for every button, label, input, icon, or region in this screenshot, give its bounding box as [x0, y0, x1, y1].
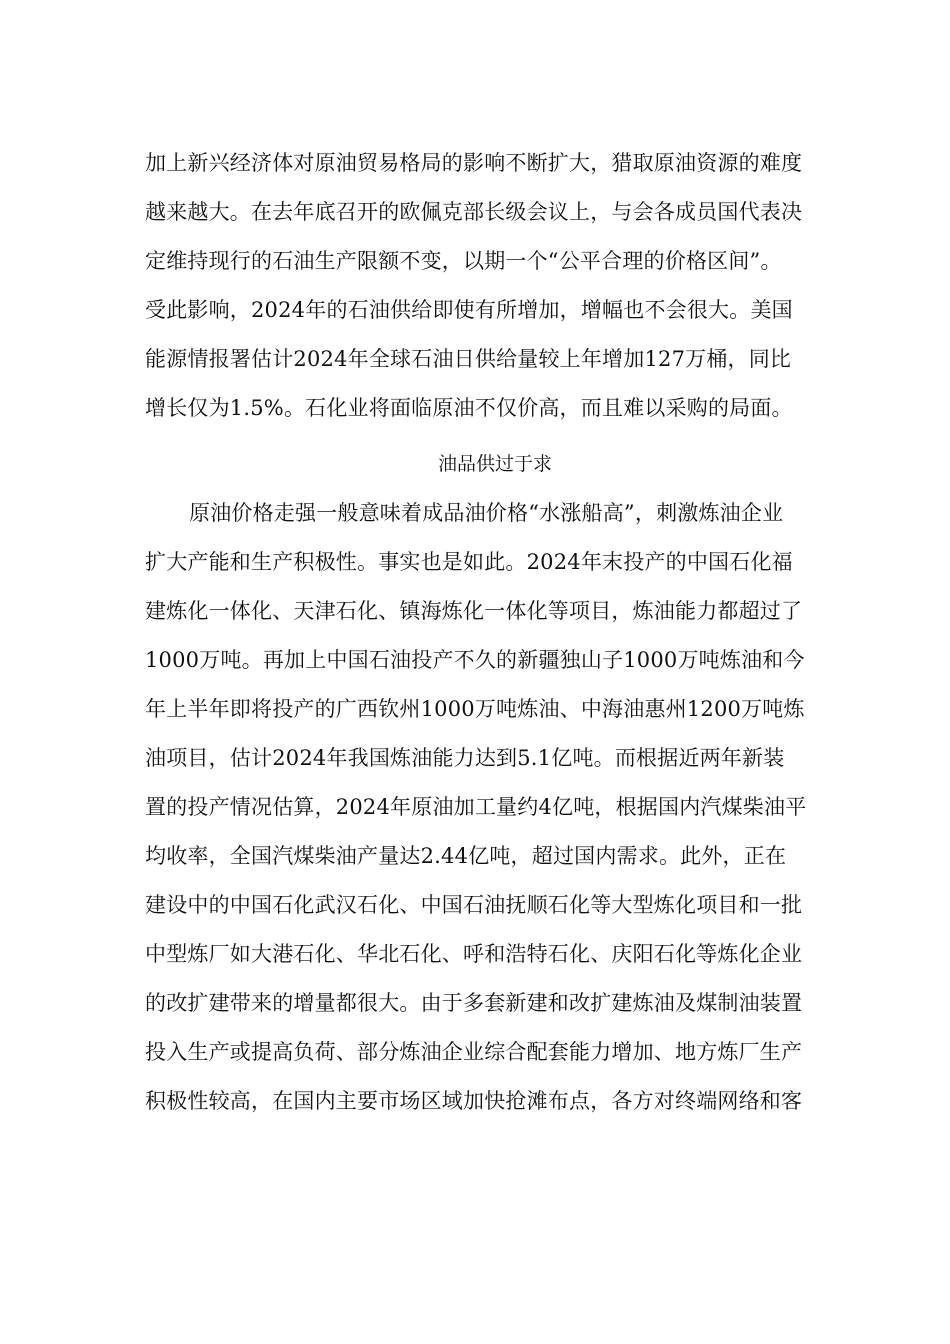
paragraph-line: 建设中的中国石化武汉石化、中国石油抚顺石化等大型炼化项目和一批: [145, 893, 803, 917]
paragraph-line: 置的投产情况估算，2024年原油加工量约4亿吨，根据国内汽煤柴油平: [145, 795, 807, 819]
paragraph-line: 1000万吨。再加上中国石油投产不久的新疆独山子1000万吨炼油和今: [145, 648, 805, 672]
paragraph-1: [145, 139, 845, 433]
paragraph-line: 投入生产或提高负荷、部分炼油企业综合配套能力增加、地方炼厂生产: [145, 1040, 803, 1064]
paragraph-line: 建炼化一体化、天津石化、镇海炼化一体化等项目，炼油能力都超过了: [145, 599, 803, 623]
paragraph-line: 年上半年即将投产的广西钦州1000万吨炼油、中海油惠州1200万吨炼: [145, 697, 805, 721]
paragraph-2: [145, 489, 845, 1126]
paragraph-line: 原油价格走强一般意味着成品油价格“水涨船高”，刺激炼油企业: [189, 501, 784, 525]
paragraph-line: 积极性较高，在国内主要市场区域加快抢滩布点，各方对终端网络和客: [145, 1089, 803, 1113]
paragraph-line: 增长仅为1.5%。石化业将面临原油不仅价高，而且难以采购的局面。: [145, 396, 793, 420]
section-heading: 油品供过于求: [437, 453, 552, 475]
paragraph-line: 能源情报署估计2024年全球石油日供给量较上年增加127万桶，同比: [145, 347, 792, 371]
paragraph-line: 中型炼厂如大港石化、华北石化、呼和浩特石化、庆阳石化等炼化企业: [145, 942, 803, 966]
paragraph-line: 均收率，全国汽煤柴油产量达2.44亿吨，超过国内需求。此外，正在: [145, 844, 787, 868]
paragraph-line: 扩大产能和生产积极性。事实也是如此。2024年末投产的中国石化福: [145, 550, 793, 574]
paragraph-line: 越来越大。在去年底召开的欧佩克部长级会议上，与会各成员国代表决: [145, 200, 803, 224]
paragraph-line: 油项目，估计2024年我国炼油能力达到5.1亿吨。而根据近两年新装: [145, 746, 785, 770]
paragraph-line: 受此影响，2024年的石油供给即使有所增加，增幅也不会很大。美国: [145, 298, 793, 322]
paragraph-line: 加上新兴经济体对原油贸易格局的影响不断扩大，猎取原油资源的难度: [145, 151, 803, 175]
paragraph-line: 定维持现行的石油生产限额不变，以期一个“公平合理的价格区间”。: [145, 249, 782, 273]
paragraph-line: 的改扩建带来的增量都很大。由于多套新建和改扩建炼油及煤制油装置: [145, 991, 803, 1015]
